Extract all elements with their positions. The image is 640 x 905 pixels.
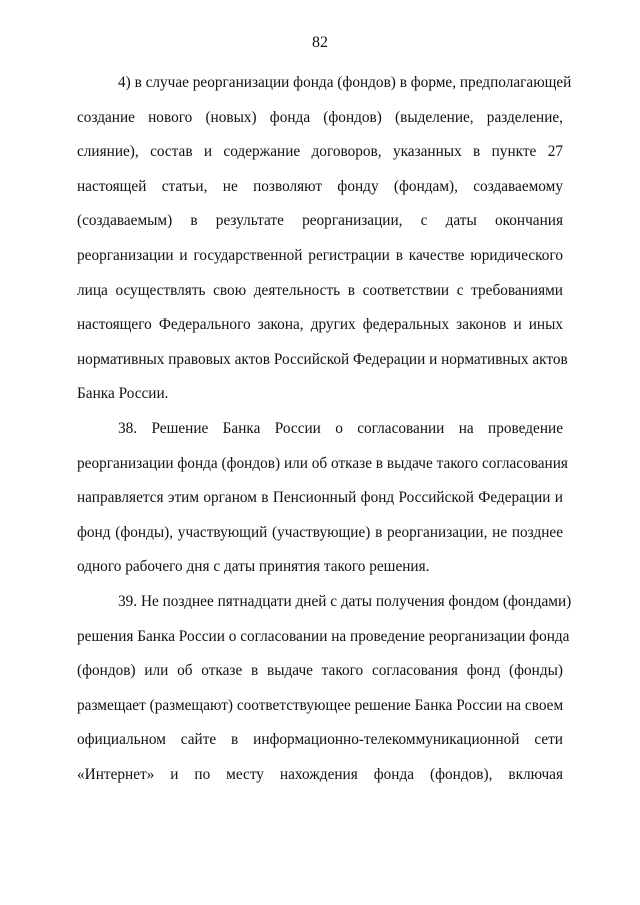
text-line: направляется этим органом в Пенсионный фонд Российской Федерации и xyxy=(77,489,563,507)
text-line: настоящего Федерального закона, других федеральных законов и иных xyxy=(77,316,563,334)
text-line: одного рабочего дня с даты принятия такого решения. xyxy=(77,558,430,576)
text-line: размещает (размещают) соответствующее решение Банка России на своем xyxy=(77,696,564,714)
text-line: настоящей статьи, не позволяют фонду (фондам), создаваемому xyxy=(77,177,563,195)
text-line: решения Банка России о согласовании на проведение реорганизации фонда xyxy=(77,627,570,645)
text-line: официальном сайте в информационно-телекоммуникационной сети xyxy=(77,731,563,749)
text-line: (создаваемым) в результате реорганизации, с даты окончания xyxy=(77,212,563,230)
text-line: реорганизации фонда (фондов) или об отказе в выдаче такого согласования xyxy=(77,454,568,472)
text-line: (фондов) или об отказе в выдаче такого согласования фонд (фонды) xyxy=(77,662,563,680)
text-line: реорганизации и государственной регистрации в качестве юридического xyxy=(77,246,563,264)
text-line: 38. Решение Банка России о согласовании на проведение xyxy=(118,419,563,437)
document-body xyxy=(77,66,572,792)
text-line: создание нового (новых) фонда (фондов) (выделение, разделение, xyxy=(77,108,563,126)
text-line: слияние), состав и содержание договоров, указанных в пункте 27 xyxy=(77,143,563,161)
page-number: 82 xyxy=(312,34,328,51)
text-line: фонд (фонды), участвующий (участвующие) в реорганизации, не позднее xyxy=(77,523,563,541)
text-line: 4) в случае реорганизации фонда (фондов) в форме, предполагающей xyxy=(118,74,572,91)
text-line: лица осуществлять свою деятельность в соответствии с требованиями xyxy=(77,281,563,299)
text-line: 39. Не позднее пятнадцати дней с даты получения фондом (фондами) xyxy=(118,592,572,610)
text-line: нормативных правовых актов Российской Федерации и нормативных актов xyxy=(77,350,568,368)
text-line: «Интернет» и по месту нахождения фонда (фондов), включая xyxy=(77,765,563,783)
text-line: Банка России. xyxy=(77,385,169,403)
